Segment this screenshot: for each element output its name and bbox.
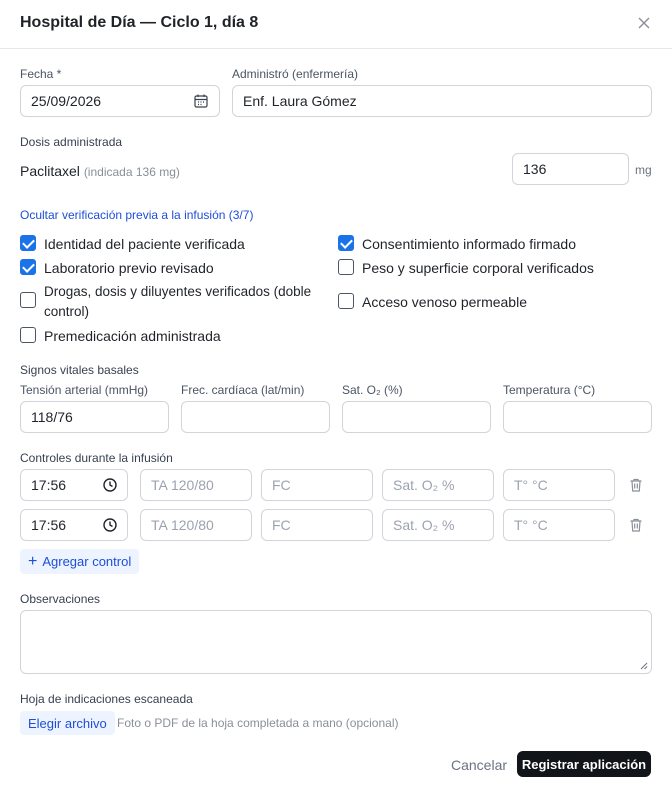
- control-ta-placeholder: TA 120/80: [151, 517, 214, 533]
- checkbox-box[interactable]: [20, 292, 36, 308]
- checkbox-label: Consentimiento informado firmado: [362, 236, 576, 252]
- checkbox-laboratorio[interactable]: [20, 258, 214, 278]
- fecha-label: Fecha *: [20, 67, 62, 81]
- dialog-header: [0, 0, 672, 49]
- calendar-icon[interactable]: [193, 93, 209, 109]
- clock-icon[interactable]: [102, 517, 118, 533]
- control-temp-input[interactable]: [503, 469, 615, 501]
- checkbox-box[interactable]: [20, 259, 36, 275]
- control-temp-placeholder: T° °C: [514, 477, 548, 493]
- control-temp-input[interactable]: [503, 509, 615, 541]
- control-ta-input[interactable]: [140, 469, 252, 501]
- control-sat-placeholder: Sat. O₂ %: [393, 477, 455, 493]
- close-icon[interactable]: [634, 13, 654, 33]
- drug-line: [20, 163, 180, 179]
- cancel-button[interactable]: Cancelar: [451, 757, 508, 773]
- control-fc-input[interactable]: [261, 469, 373, 501]
- checkbox-box[interactable]: [338, 293, 354, 309]
- ta-input[interactable]: [20, 401, 169, 433]
- signos-section-label: Signos vitales basales: [20, 363, 139, 377]
- control-sat-input[interactable]: [382, 509, 494, 541]
- trash-icon[interactable]: [628, 517, 644, 533]
- sat-label: Sat. O₂ (%): [342, 383, 403, 397]
- fc-input[interactable]: [181, 401, 330, 433]
- dosis-value: 136: [523, 161, 547, 177]
- control-sat-placeholder: Sat. O₂ %: [393, 517, 455, 533]
- ta-label: Tensión arterial (mmHg): [20, 383, 149, 397]
- clock-icon[interactable]: [102, 477, 118, 493]
- add-control-label: Agregar control: [42, 554, 132, 569]
- administro-input[interactable]: [232, 85, 652, 117]
- hoja-label: Hoja de indicaciones escaneada: [20, 692, 193, 706]
- administro-value: Enf. Laura Gómez: [243, 93, 357, 109]
- controles-section-label: Controles durante la infusión: [20, 451, 173, 465]
- checkbox-label: Laboratorio previo revisado: [44, 260, 214, 276]
- fecha-value: 25/09/2026: [31, 93, 102, 109]
- control-time-value: 17:56: [31, 477, 67, 493]
- dialog-title: Hospital de Día — Ciclo 1, día 8: [20, 14, 259, 31]
- control-sat-input[interactable]: [382, 469, 494, 501]
- control-ta-input[interactable]: [140, 509, 252, 541]
- control-fc-placeholder: FC: [272, 517, 291, 533]
- checkbox-label: Premedicación administrada: [44, 328, 221, 344]
- control-temp-placeholder: T° °C: [514, 517, 548, 533]
- control-ta-placeholder: TA 120/80: [151, 477, 214, 493]
- checkbox-label: Drogas, dosis y diluyentes verificados (doble control): [44, 284, 312, 319]
- checkbox-box[interactable]: [20, 327, 36, 343]
- dosis-unit: mg: [635, 163, 652, 177]
- checkbox-drogas[interactable]: [20, 282, 325, 322]
- dosis-input[interactable]: [512, 153, 629, 185]
- checkbox-box[interactable]: [338, 235, 354, 251]
- control-fc-input[interactable]: [261, 509, 373, 541]
- file-hint: Foto o PDF de la hoja completada a mano (opcional): [117, 716, 399, 730]
- checkbox-acceso[interactable]: [338, 292, 527, 312]
- fc-label: Frec. cardíaca (lat/min): [181, 383, 305, 397]
- observaciones-label: Observaciones: [20, 592, 101, 606]
- toggle-verificacion-link[interactable]: Ocultar verificación previa a la infusión (3/7): [20, 208, 254, 222]
- add-control-button[interactable]: [20, 549, 139, 574]
- checkbox-box[interactable]: [338, 259, 354, 275]
- fecha-input[interactable]: [20, 85, 220, 117]
- checkbox-identidad[interactable]: [20, 234, 245, 254]
- control-fc-placeholder: FC: [272, 477, 291, 493]
- sat-input[interactable]: [342, 401, 491, 433]
- temp-label: Temperatura (°C): [503, 383, 596, 397]
- ta-value: 118/76: [31, 409, 73, 425]
- checkbox-box[interactable]: [20, 235, 36, 251]
- resize-handle-icon[interactable]: [640, 662, 648, 670]
- temp-input[interactable]: [503, 401, 652, 433]
- checkbox-label: Peso y superficie corporal verificados: [362, 260, 594, 276]
- checkbox-consentimiento[interactable]: [338, 234, 576, 254]
- drug-name: Paclitaxel: [20, 163, 80, 179]
- dosis-section-label: Dosis administrada: [20, 135, 123, 149]
- trash-icon[interactable]: [628, 477, 644, 493]
- checkbox-premedicacion[interactable]: [20, 326, 221, 346]
- checkbox-peso[interactable]: [338, 258, 594, 278]
- plus-icon: +: [28, 552, 38, 570]
- observaciones-textarea[interactable]: [20, 610, 652, 674]
- submit-button[interactable]: Registrar aplicación: [517, 751, 651, 777]
- choose-file-button[interactable]: Elegir archivo: [20, 711, 115, 735]
- administro-label: Administró (enfermería): [232, 67, 359, 81]
- control-time-value: 17:56: [31, 517, 67, 533]
- checkbox-label: Acceso venoso permeable: [362, 294, 527, 310]
- drug-hint: (indicada 136 mg): [83, 165, 180, 179]
- checkbox-label: Identidad del paciente verificada: [44, 236, 245, 252]
